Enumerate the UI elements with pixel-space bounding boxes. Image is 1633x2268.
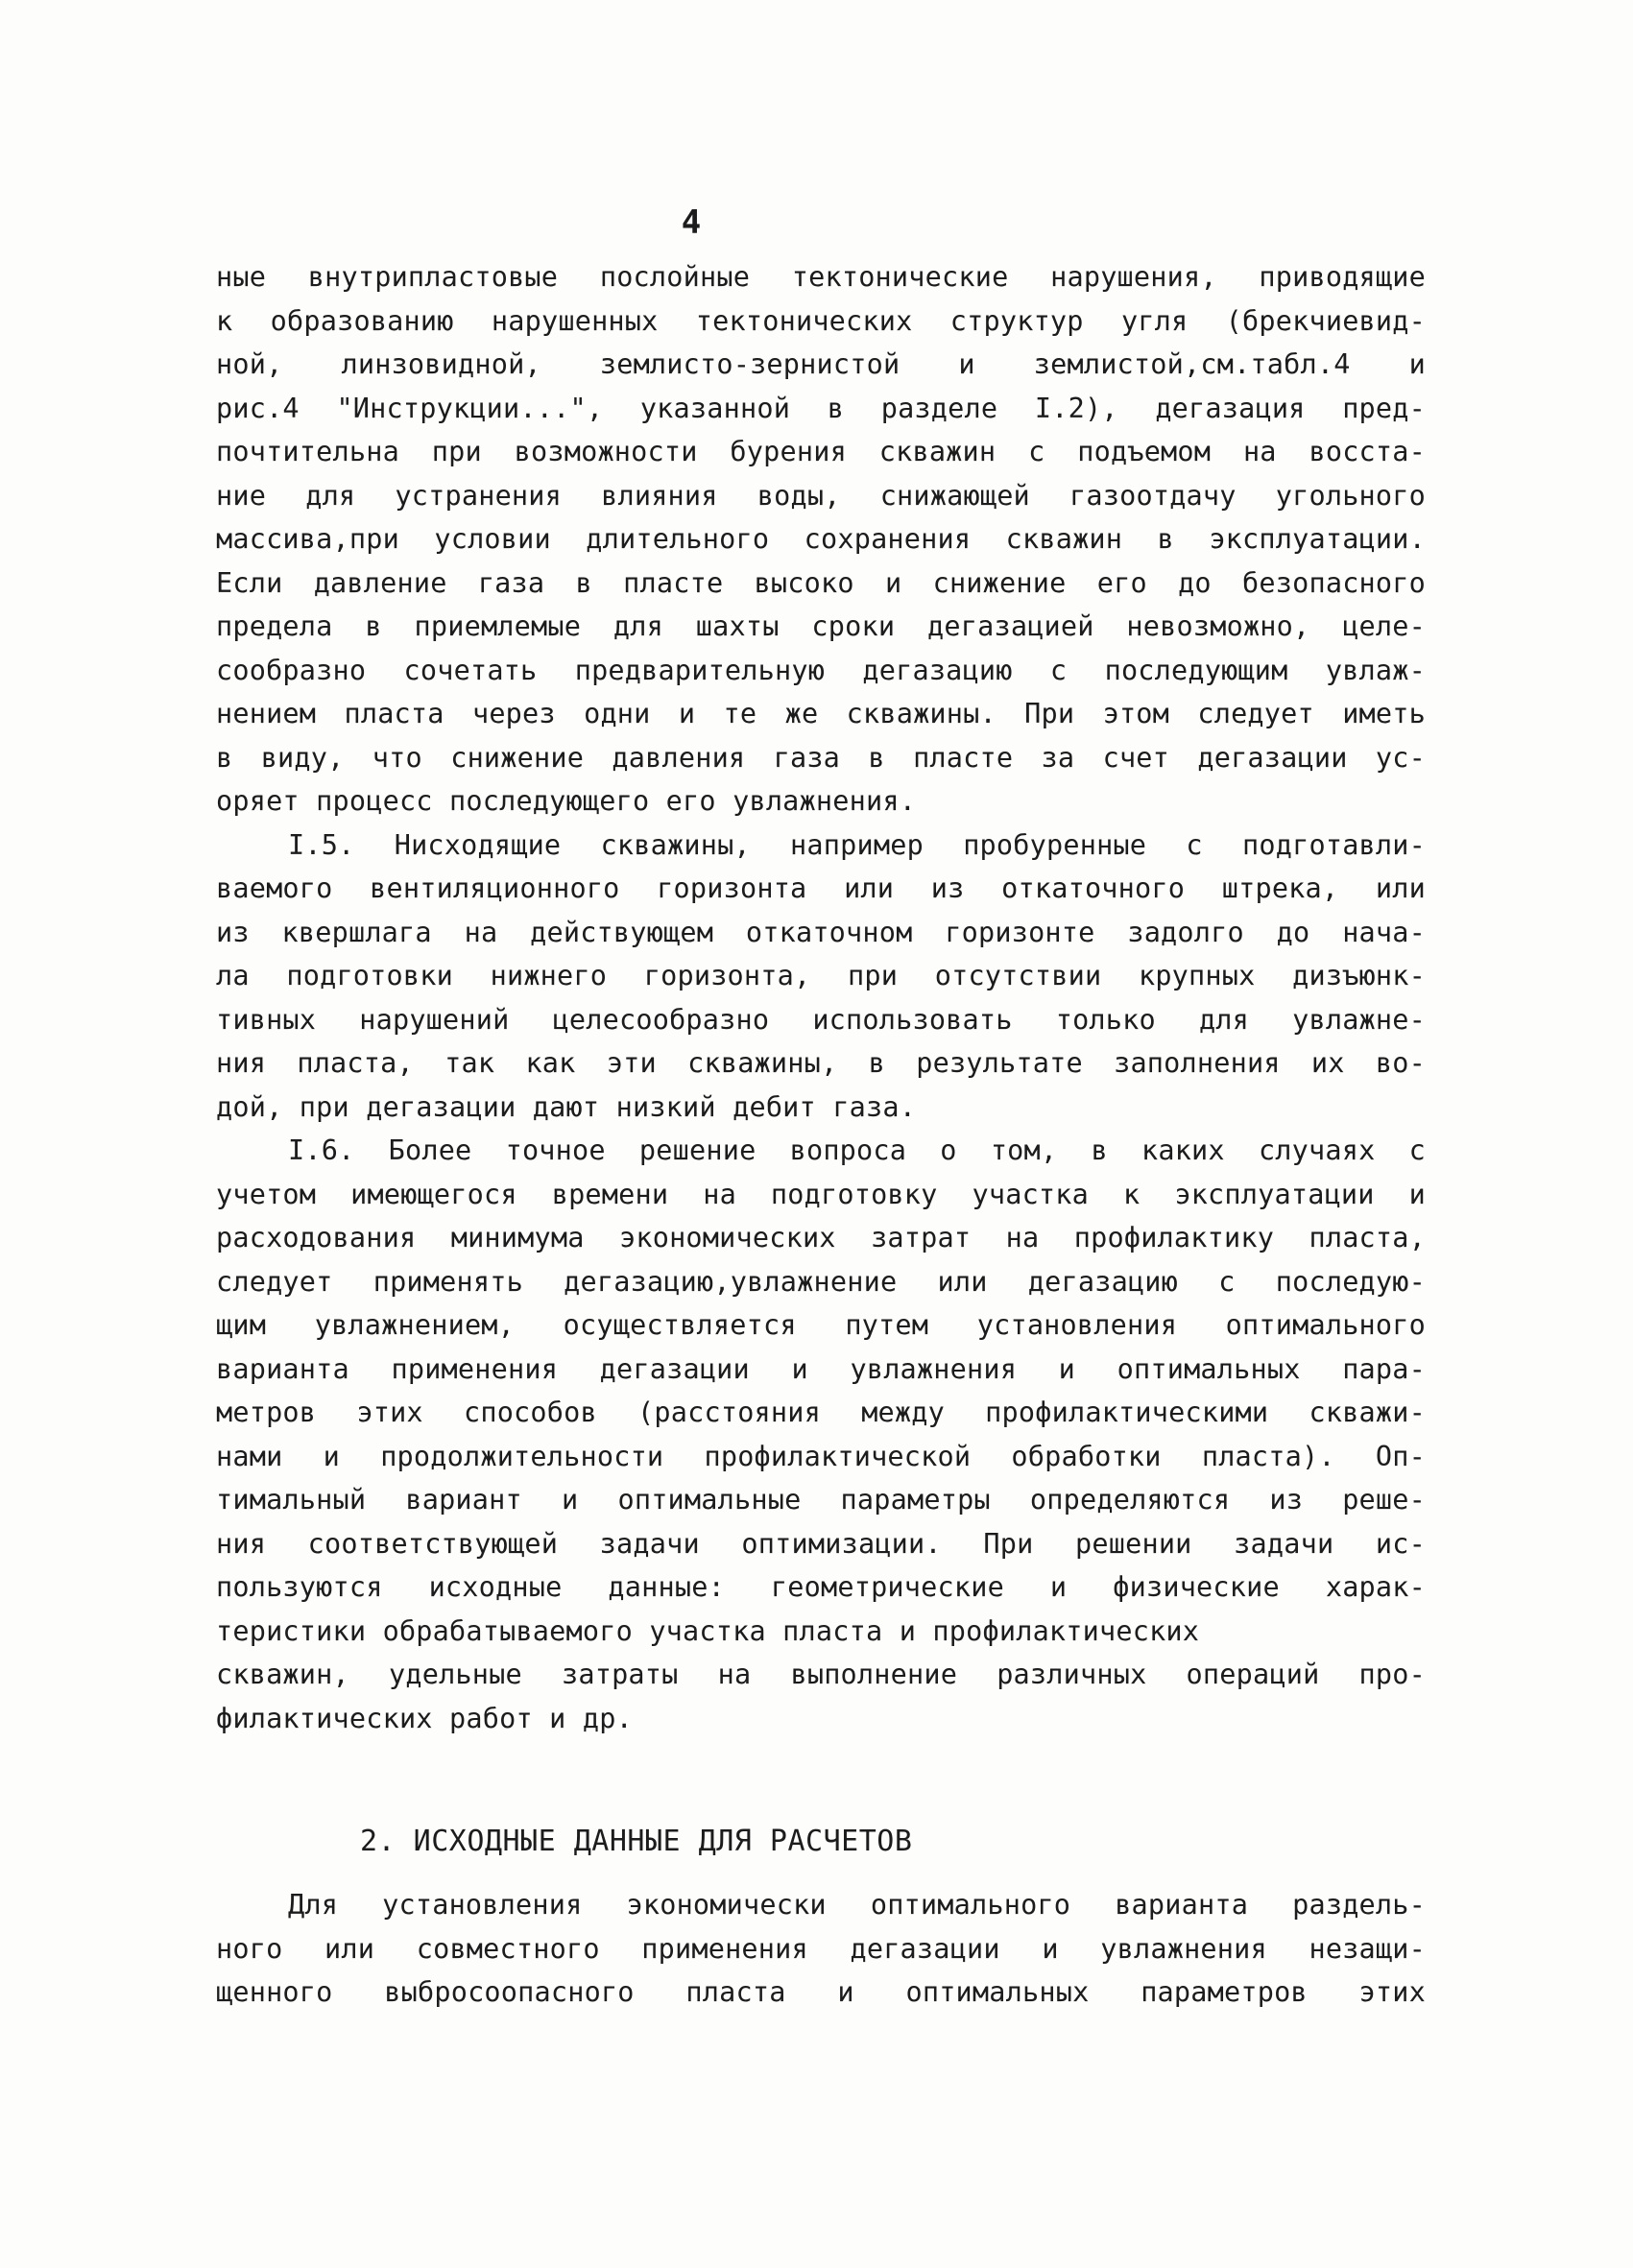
text-line: нами и продолжительности профилактической обработки пласта). Оп- <box>216 1440 1426 1472</box>
text-line: ния пласта, так как эти скважины, в результате заполнения их во- <box>216 1047 1426 1079</box>
text-line: метров этих способов (расстояния между профилактическими скважи- <box>216 1397 1426 1428</box>
text-line: скважин, удельные затраты на выполнение различных операций про- <box>216 1659 1426 1690</box>
text-line: рис.4 "Инструкции...", указанной в разделе I.2), дегазация пред- <box>216 392 1426 424</box>
section-text <box>216 1883 1426 2015</box>
text-line: тимальный вариант и оптимальные параметры определяются из реше- <box>216 1484 1426 1516</box>
text-line: щенного выбросоопасного пласта и оптимальных параметров этих <box>216 1976 1426 2008</box>
text-line: щим увлажнением, осуществляется путем установления оптимального <box>216 1309 1426 1341</box>
body-text <box>216 255 1426 1740</box>
text-line: нением пласта через одни и те же скважины. При этом следует иметь <box>216 698 1426 729</box>
text-line: пользуются исходные данные: геометрические и физические харак- <box>216 1571 1426 1603</box>
text-line: варианта применения дегазации и увлажнения и оптимальных пара- <box>216 1352 1426 1385</box>
text-line: ла подготовки нижнего горизонта, при отсутствии крупных дизъюнк- <box>216 960 1426 991</box>
text-line: I.5. Нисходящие скважины, например пробуренные с подготавли- <box>288 828 1426 861</box>
text-line: ной, линзовидной, землисто-зернистой и землистой,см.табл.4 и <box>216 348 1426 380</box>
text-line: Для установления экономически оптимального варианта раздель- <box>288 1889 1426 1921</box>
text-line: тивных нарушений целесообразно использовать только для увлажне- <box>216 1003 1426 1036</box>
paragraph-continuation <box>216 255 1426 824</box>
section-title: 2. ИСХОДНЫЕ ДАННЫЕ ДЛЯ РАСЧЕТОВ <box>360 1825 913 1858</box>
text-line: сообразно сочетать предварительную дегазацию с последующим увлаж- <box>216 654 1426 686</box>
text-line: к образованию нарушенных тектонических структур угля (брекчиевид- <box>216 304 1426 337</box>
text-line: расходования минимума экономических затрат на профилактику пласта, <box>216 1222 1426 1253</box>
text-line: предела в приемлемые для шахты сроки дегазацией невозможно, целе- <box>216 610 1426 642</box>
text-line: I.6. Более точное решение вопроса о том, в каких случаях с <box>288 1134 1426 1166</box>
text-line: ваемого вентиляционного горизонта или из откаточного штрека, или <box>216 872 1426 904</box>
text-line: ные внутрипластовые послойные тектонические нарушения, приводящие <box>216 261 1426 293</box>
text-line: ния соответствующей задачи оптимизации. При решении задачи ис- <box>216 1527 1426 1560</box>
text-line: в виду, что снижение давления газа в пласте за счет дегазации ус- <box>216 741 1426 774</box>
text-line: Если давление газа в пласте высоко и снижение его до безопасного <box>216 566 1426 599</box>
text-line: филактических работ и др. <box>216 1702 633 1734</box>
text-line: массива,при условии длительного сохранения скважин в эксплуатации. <box>216 523 1426 555</box>
text-line: следует применять дегазацию,увлажнение или дегазацию с последую- <box>216 1265 1426 1298</box>
text-line: ного или совместного применения дегазации и увлажнения незащи- <box>216 1932 1426 1965</box>
text-line: оряет процесс последующего его увлажнения. <box>216 785 917 817</box>
text-line: из квершлага на действующем откаточном горизонте задолго до нача- <box>216 916 1426 948</box>
text-line: почтительна при возможности бурения скважин с подъемом на восста- <box>216 436 1426 467</box>
text-line: ние для устранения влияния воды, снижающей газоотдачу угольного <box>216 479 1426 512</box>
text-line: теристики обрабатываемого участка пласта и профилактических <box>216 1614 1200 1647</box>
page-number: 4 <box>681 203 702 242</box>
paragraph-1-6 <box>216 1129 1426 1740</box>
text-line: дой, при дегазации дают низкий дебит газа. <box>216 1090 917 1123</box>
paragraph-1-5 <box>216 824 1426 1130</box>
text-line: учетом имеющегося времени на подготовку участка к эксплуатации и <box>216 1178 1426 1210</box>
